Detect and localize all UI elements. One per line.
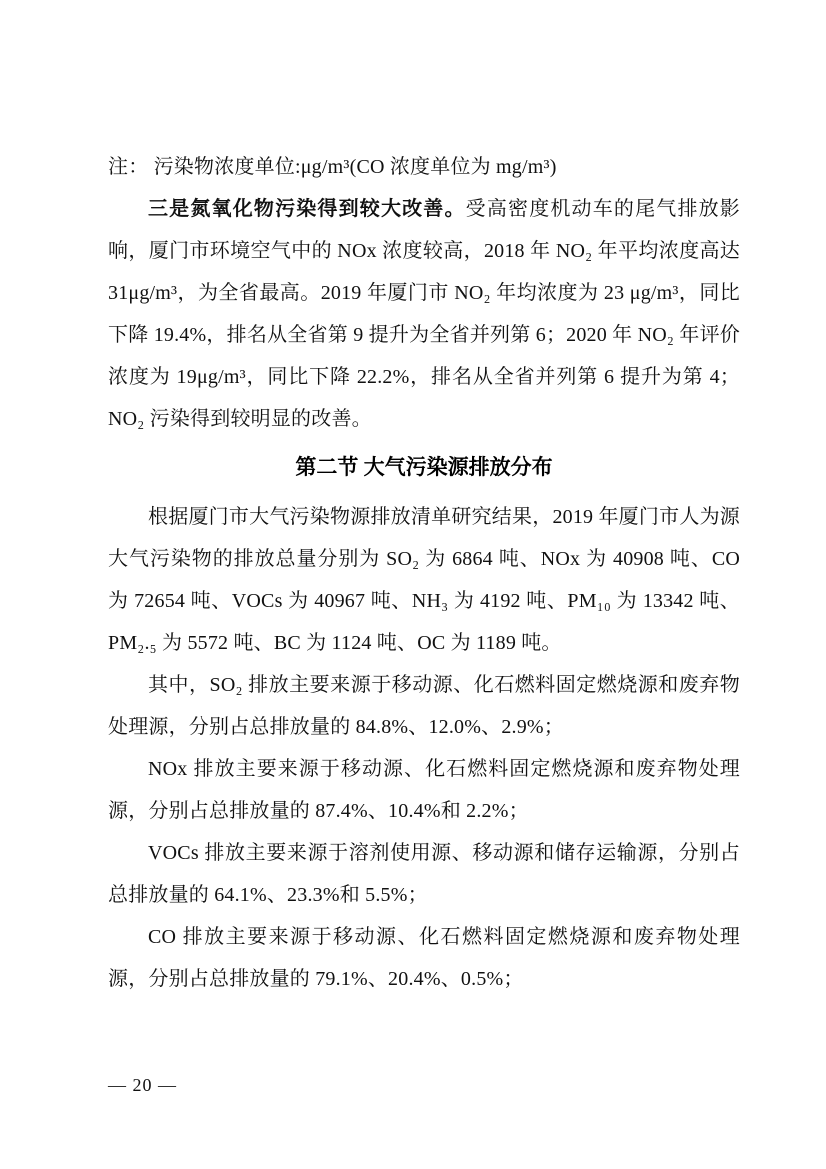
paragraph-so2-sources: 其中，SO₂ 排放主要来源于移动源、化石燃料固定燃烧源和废弃物处理源，分别占总排放量的 84.8%、12.0%、2.9%； bbox=[108, 674, 740, 738]
paragraph-lead-bold: 三是氮氧化物污染得到较大改善。 bbox=[148, 198, 466, 220]
paragraph-emission-totals: 根据厦门市大气污染物源排放清单研究结果，2019 年厦门市人为源大气污染物的排放总量分别为 SO₂ 为 6864 吨、NOx 为 40908 吨、CO 为 72654 吨、VOCs 为 40967 吨、NH₃ 为 4192 吨、PM₁₀ 为 13342 吨、PM₂.₅ 为 5572 吨、BC 为 1124 吨、OC 为 1189 吨。 bbox=[108, 506, 740, 654]
page-number: — 20 — bbox=[108, 1075, 177, 1095]
paragraph-co-sources: CO 排放主要来源于移动源、化石燃料固定燃烧源和废弃物处理源，分别占总排放量的 79.1%、20.4%、0.5%； bbox=[108, 926, 740, 990]
section-heading: 第二节 大气污染源排放分布 bbox=[295, 455, 553, 479]
note-line: 注： 污染物浓度单位:μg/m³(CO 浓度单位为 mg/m³) bbox=[108, 156, 557, 178]
document-content bbox=[108, 146, 740, 1000]
paragraph-no2-body: 受高密度机动车的尾气排放影响，厦门市环境空气中的 NOx 浓度较高，2018 年 NO₂ 年平均浓度高达 31μg/m³，为全省最高。2019 年厦门市 NO₂ 年均浓度为 23 μg/m³，同比下降 19.4%，排名从全省第 9 提升为全省并列第 6；2020 年 NO₂ 年评价浓度为 19μg/m³，同比下降 22.2%，排名从全省并列第 6 提升为第 4；NO₂ 污染得到较明显的改善。 bbox=[108, 198, 741, 430]
paragraph-vocs-sources: VOCs 排放主要来源于溶剂使用源、移动源和储存运输源，分别占总排放量的 64.1%、23.3%和 5.5%； bbox=[108, 842, 740, 906]
paragraph-nox-sources: NOx 排放主要来源于移动源、化石燃料固定燃烧源和废弃物处理源，分别占总排放量的 87.4%、10.4%和 2.2%； bbox=[108, 758, 740, 822]
paragraph-no2-improvement bbox=[108, 188, 740, 440]
